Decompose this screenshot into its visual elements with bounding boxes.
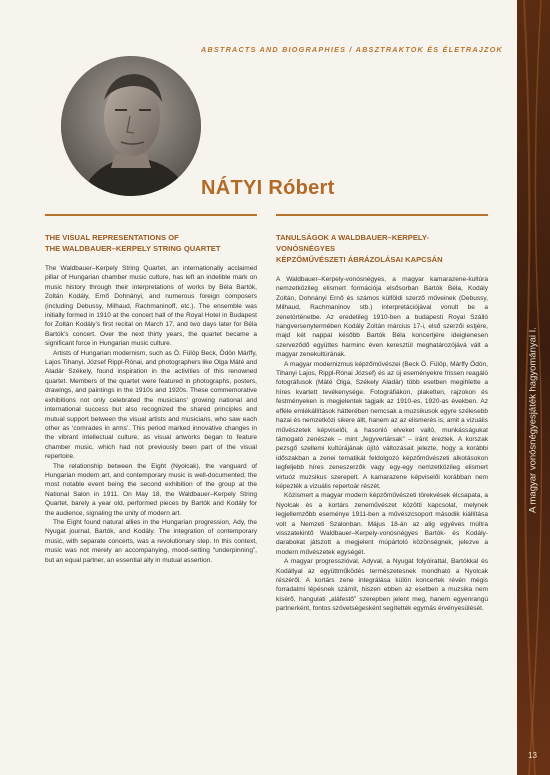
english-abstract [45,232,257,565]
portrait-image [61,56,201,196]
hungarian-abstract-title [276,232,488,265]
english-paragraph-4: The Eight found natural allies in the Hungarian progression, Ady, the Nyugat journal, Bartók, and Kodály. The integration of contemporary music, with separate concerts, was a revolutionary step. In this context, music was not merely an accompanying, mood-setting “underpinning”, but an equal partner, an essential ally in mutual assertion. [45,518,257,564]
english-paragraph-3: The relationship between the Eight (Nyolcak), the vanguard of Hungarian modern art, and contemporary music is well-documented; the most notable event being the second exhibition of the group at the National Salon in 1911. On May 18, the Waldbauer–Kerpely String Quartet, barely a year old, performed pieces by Bartók and Kodály for the audience, signaling the unity of modern art. [45,462,257,517]
sidebar-vertical-text: A magyar vonósnégyesjáték hagyományai I. [527,327,539,513]
portrait-photo [61,56,201,196]
right-divider [276,214,488,216]
hungarian-abstract [276,232,488,614]
english-abstract-title [45,232,257,254]
hungarian-paragraph-2: A magyar modernizmus képzőművészei (Beck Ö. Fülöp, Márffy Ödön, Tihanyi Lajos, Rippl-Rónai József) és az új eseményekre frissen reagáló fotográfusok (Máté Olga, Székely Aladár) több esetben megihlette a híres kvartett tevékenysége. Fotográfiákon, plaketten, rajzokon és festményeken is megjelentek tagjaik az 1910-es, 1920-as években. Az efféle emlékállítások hátterében nemcsak a muzsikusok egyre szélesebb hazai és nemzetközi sikere állt, hanem az az elismerés is, amit a vizuális művészetek képviselői, a hasonló elveket valló, munkásságukat támogató zenészek – mint „fegyvertársak” – iránt éreztek. A korszak pezsgő szellemi kultúrájának újító változásait jelezte, hogy a korábbi időszakban a zenei tematikát feldolgozó képzőművészeti alkotásokon legfeljebb híres zeneszerzők vagy egy-egy nemzetközileg elismert virtuóz muzsikus szerepelt. A kamarazene képviselői korábban nem képezték a vizuális repertoár részét. [276,360,488,490]
page-number: 13 [528,751,537,760]
english-abstract-title-line-1: THE VISUAL REPRESENTATIONS OF [45,233,179,242]
person-name: NÁTYI Róbert [201,177,335,199]
running-header: ABSTRACTS AND BIOGRAPHIES / ABSZTRAKTOK ÉS ÉLETRAJZOK [201,45,503,54]
english-abstract-title-line-2: THE WALDBAUER–KERPELY STRING QUARTET [45,244,221,253]
hungarian-paragraph-1: A Waldbauer–Kerpely-vonósnégyes, a magyar kamarazene-kultúra nemzetközileg elismert formációja elsősorban Bartók Béla, Kodály Zoltán, Dohnányi Ernő és számos külföldi szerző műveinek (Debussy, Milhaud, Rachmaninov stb.) interpretációjával vonult be a zenetörténetbe. Az eredetileg 1910-ben a budapesti Royal Szálló hangversenytermében Kodály Zoltán március 17-i, első szerzői estjére, majd két nappal később Bartók Béla koncertjére ideiglenesen szerveződő együttes harminc éven keresztül meghatározójává vált a magyar zenekultúrának. [276,276,488,359]
hungarian-abstract-title-line-1: TANULSÁGOK A WALDBAUER–KERPELY-VONÓSNÉGYES [276,233,430,253]
english-paragraph-1: The Waldbauer–Kerpely String Quartet, an internationally acclaimed pillar of Hungarian chamber music culture, has left an indelible mark on music history through their interpretations of works by Béla Bartók, Zoltán Kodály, Ernő Dohnányi, and numerous foreign composers (including Debussy, Milhaud, Rachmaninoff, etc.). The ensemble was initially formed in 1910 at the concert hall of the Royal Hotel in Budapest for Zoltán Kodály’s first recital on March 17, and two days later for Béla Bartók’s concert. Over the next thirty years, the quartet became a significant force in Hungarian music culture. [45,265,257,348]
english-paragraph-2: Artists of Hungarian modernism, such as Ö. Fülöp Beck, Ödön Márffy, Lajos Tihanyi, József Rippl-Rónai, and photographers like Olga Máté and Aladár Székely, found inspiration in the activities of this renowned quartet. Members of the quartet were featured in photographs, posters, drawings, and paintings in the 1910s and 1920s. These commemorative exhibitions not only celebrated the musicians’ growing national and international success but also recognized the shared principles and mutual support between the visual artists and musicians, who saw each other as ‘comrades in arms’. This period marked innovative changes in the vibrant intellectual culture, as visual artworks began to feature chamber music, which had not previously been part of the visual repertoire. [45,349,257,461]
hungarian-paragraph-4: A magyar progresszióval, Adyval, a Nyugat folyóirattal, Bartókkal és Kodállyal az együttműködés természetesnek mondható a Nyolcak részéről. A kortárs zene integrálása külön koncertek révén mégis forradalmi lépésnek számít, hiszen ebben az esetben a muzsika nem kísérő, hangulati „aláfestő” szerepben jelent meg, hanem egyenrangú partnerként, fontos szövetségesként segítették egymás érvényesülését. [276,558,488,613]
hungarian-paragraph-3: Közismert a magyar modern képzőművészeti törekvések élcsapata, a Nyolcak és a kortárs zeneművészet közötti kapcsolat, melynek legjellemzőbb eseménye 1911-ben a művészcsoport második kiállítása volt a Nemzeti Szalonban. Május 18-án az alig egyéves múltra visszatekintő Waldbauer–Kerpely-vonósnégyes Bartók- és Kodály-darabokat játszott a megjelent múpártoló közönségnek, jelezve a modern művészetek egységét. [276,492,488,556]
left-divider [45,214,257,216]
hungarian-abstract-title-line-2: KÉPZŐMŰVÉSZETI ÁBRÁZOLÁSAI KAPCSÁN [276,255,443,264]
